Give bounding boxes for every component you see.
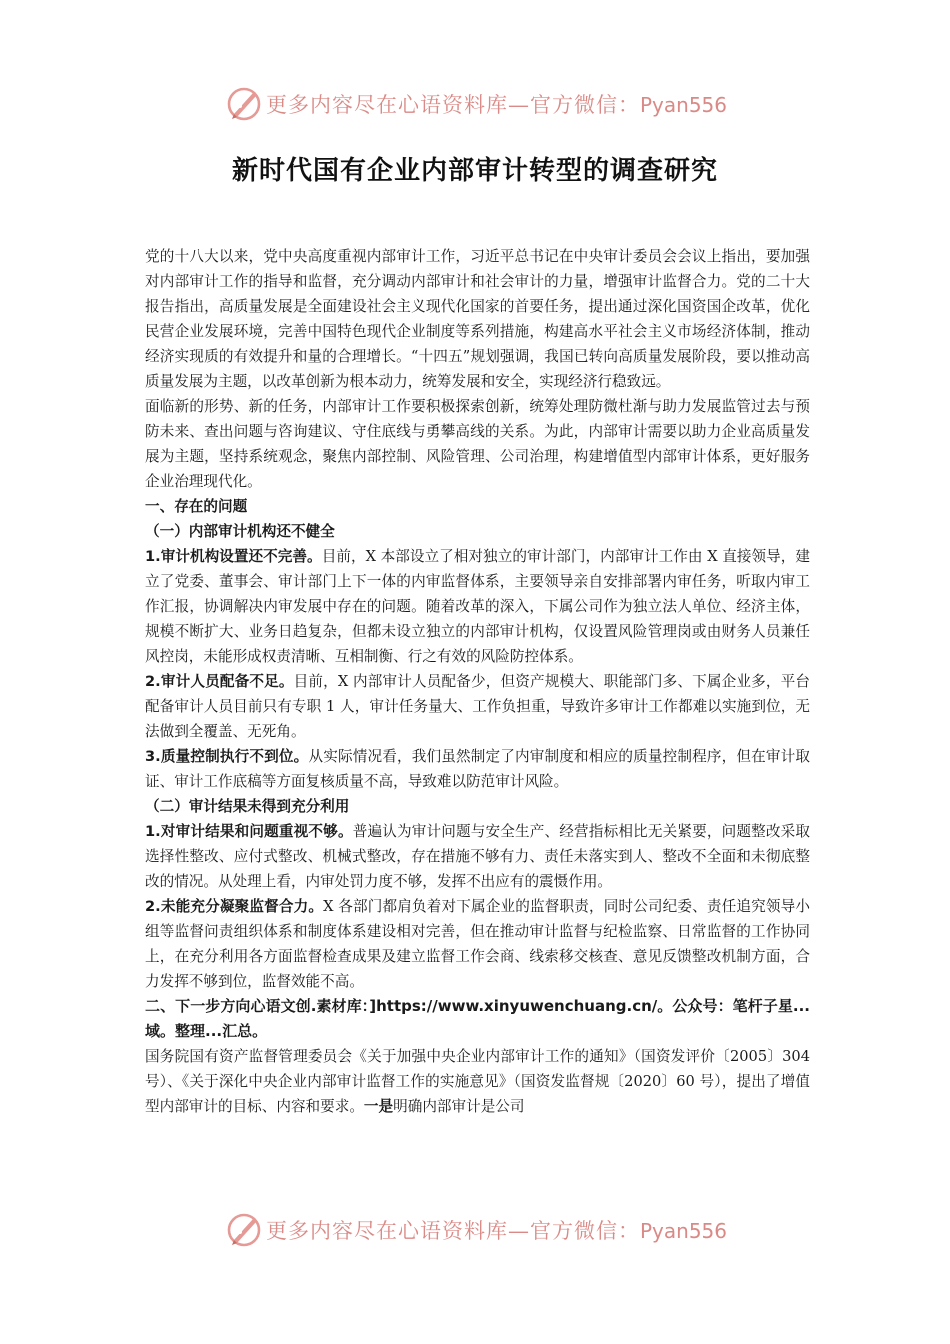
footer-banner — [0, 1208, 950, 1252]
item-title: 1.审计机构设置还不完善。 — [145, 548, 322, 565]
page-title: 新时代国有企业内部审计转型的调查研究 — [231, 156, 718, 186]
banner-text: 更多内容尽在心语资料库—官方微信：Pyan556 — [266, 93, 728, 117]
item-title: 2.审计人员配备不足。 — [145, 673, 294, 690]
paragraph: 3.质量控制执行不到位。从实际情况看，我们虽然制定了内审制度和相应的质量控制程序，但在审计取证、审计工作底稿等方面复核质量不高，导致难以防范审计风险。 — [145, 748, 810, 790]
paragraph: 2.未能充分凝聚监督合力。X 各部门都肩负着对下属企业的监督职责，同时公司纪委、责任追究领导小组等监督问责组织体系和制度体系建设相对完善，但在推动审计监督与纪检监察、日常监督的工作协同上，在充分利用各方面监督检查成果及建立监督工作会商、线索移交核查、意见反馈整改机制方面，合力发挥不够到位，监督效能不高。 — [145, 898, 810, 990]
pen-logo-icon — [226, 86, 262, 122]
paragraph: 面临新的形势、新的任务，内部审计工作要积极探索创新，统筹处理防微杜渐与助力发展监管过去与预防未来、查出问题与咨询建议、守住底线与勇攀高线的关系。为此，内部审计需要以助力企业高质量发展为主题，坚持系统观念，聚焦内部控制、风险管理、公司治理，构建增值型内部审计体系，更好服务企业治理现代化。 — [145, 398, 810, 490]
item-title: 1.对审计结果和问题重视不够。 — [145, 823, 353, 840]
header-banner — [0, 82, 950, 126]
document-body — [145, 244, 810, 1119]
paragraph: 国务院国有资产监督管理委员会《关于加强中央企业内部审计工作的通知》（国资发评价〔2005〕304 号）、《关于深化中央企业内部审计监督工作的实施意见》（国资发监督规〔2020〕60 号），提出了增值型内部审计的目标、内容和要求。一是明确内部审计是公司 — [145, 1048, 810, 1115]
pen-logo-icon — [226, 1212, 262, 1248]
item-title: 2.未能充分凝聚监督合力。 — [145, 898, 324, 915]
emphasis: 一是 — [363, 1098, 394, 1115]
banner-wechat-id: Pyan556 — [640, 93, 728, 117]
subsection-heading: （一）内部审计机构还不健全 — [145, 523, 335, 540]
paragraph: 1.审计机构设置还不完善。目前，X 本部设立了相对独立的审计部门，内部审计工作由 X 直接领导，建立了党委、董事会、审计部门上下一体的内审监督体系，主要领导亲自安排部署内审任务，听取内审工作汇报，协调解决内审发展中存在的问题。随着改革的深入，下属公司作为独立法人单位、经济主体，规模不断扩大、业务日趋复杂，但都未设立独立的内部审计机构，仅设置风险管理岗或由财务人员兼任风控岗，未能形成权责清晰、互相制衡、行之有效的风险防控体系。 — [145, 548, 811, 665]
section-heading: 一、存在的问题 — [145, 498, 248, 515]
subsection-heading: （二）审计结果未得到充分利用 — [145, 798, 350, 815]
item-title: 3.质量控制执行不到位。 — [145, 748, 309, 765]
banner-text: 更多内容尽在心语资料库—官方微信：Pyan556 — [266, 1219, 728, 1243]
paragraph: 党的十八大以来，党中央高度重视内部审计工作，习近平总书记在中央审计委员会会议上指出，要加强对内部审计工作的指导和监督，充分调动内部审计和社会审计的力量，增强审计监督合力。党的二十大报告指出，高质量发展是全面建设社会主义现代化国家的首要任务，提出通过深化国资国企改革，优化民营企业发展环境，完善中国特色现代企业制度等系列措施，构建高水平社会主义市场经济体制，推动经济实现质的有效提升和量的合理增长。“十四五”规划强调，我国已转向高质量发展阶段，要以推动高质量发展为主题，以改革创新为根本动力，统筹发展和安全，实现经济行稳致远。 — [145, 248, 810, 390]
section-heading: 二、下一步方向心语文创.素材库：]https://www.xinyuwenchuang.cn/。公众号：笔杆子星...域。整理...汇总。 — [145, 997, 810, 1040]
paragraph: 2.审计人员配备不足。目前，X 内部审计人员配备少，但资产规模大、职能部门多、下属企业多，平台配备审计人员目前只有专职 1 人，审计任务量大、工作负担重，导致许多审计工作都难以实施到位，无法做到全覆盖、无死角。 — [145, 673, 810, 740]
banner-wechat-id: Pyan556 — [640, 1219, 728, 1243]
paragraph: 1.对审计结果和问题重视不够。普遍认为审计问题与安全生产、经营指标相比无关紧要，问题整改采取选择性整改、应付式整改、机械式整改，存在措施不够有力、责任未落实到人、整改不全面和未彻底整改的情况。从处理上看，内审处罚力度不够，发挥不出应有的震慑作用。 — [145, 823, 810, 890]
